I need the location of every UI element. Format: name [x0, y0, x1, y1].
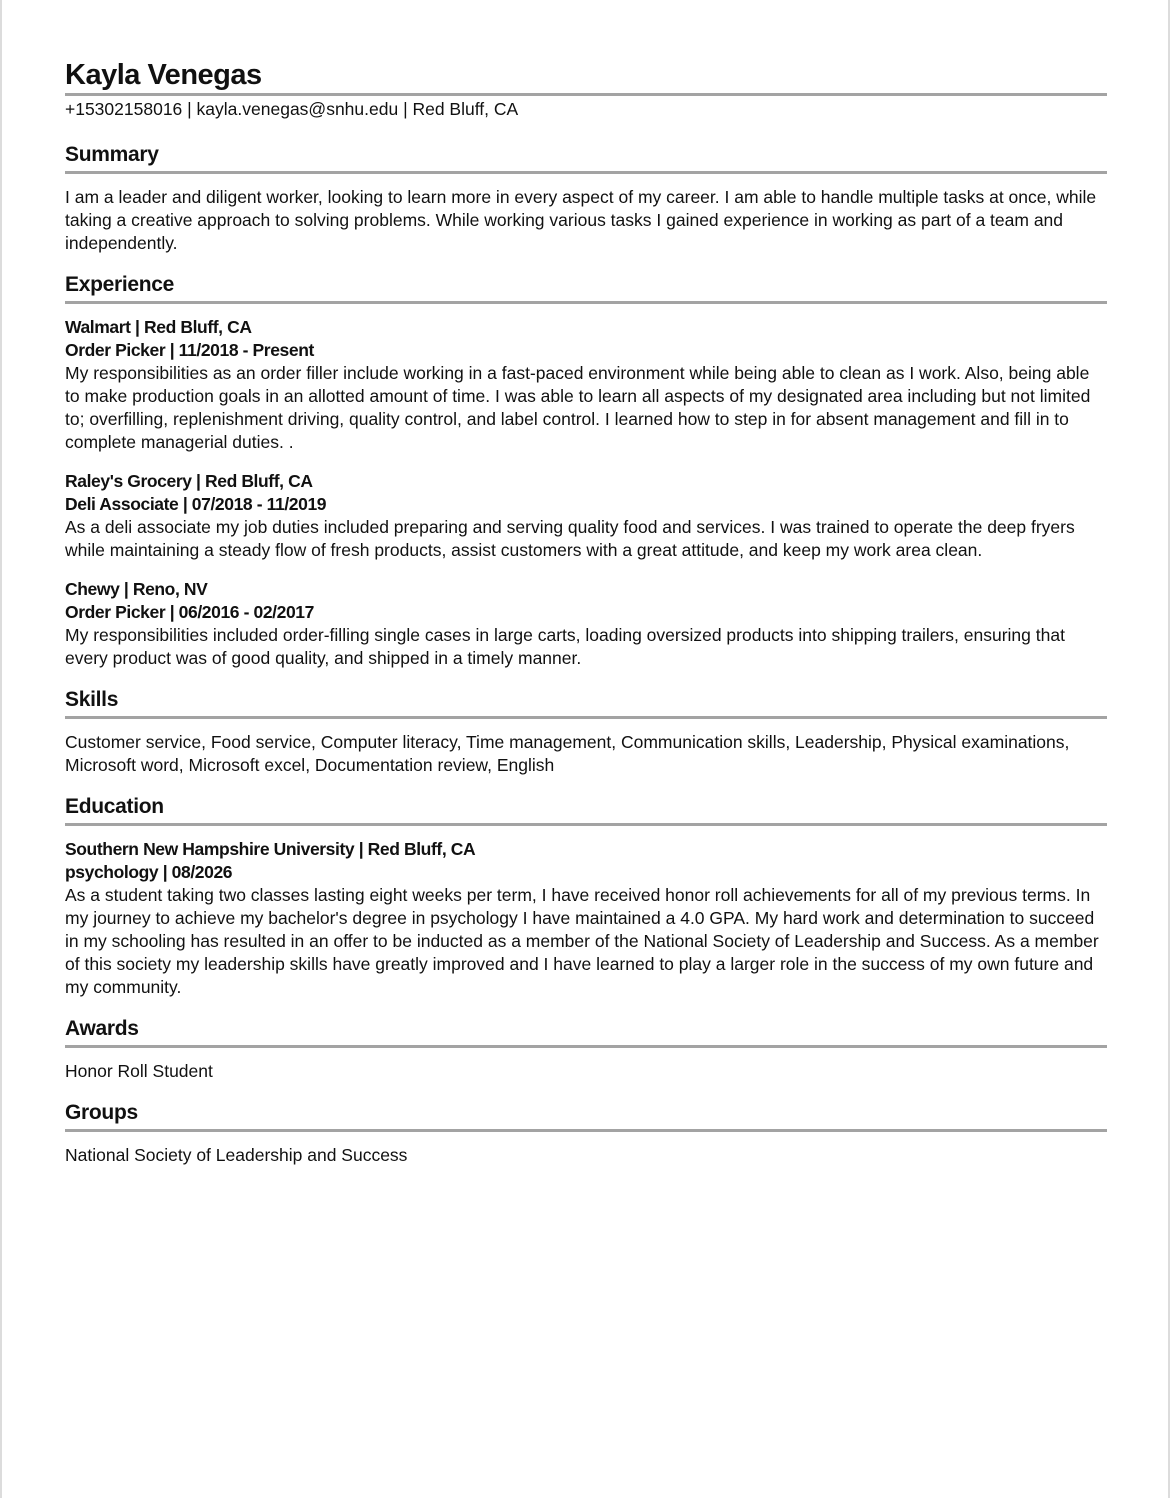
groups-section [65, 1132, 1107, 1167]
awards-heading: Awards [65, 1017, 139, 1040]
school-line: Southern New Hampshire University | Red Bluff, CA [65, 839, 476, 859]
awards-section [65, 1048, 1107, 1083]
experience-section [65, 304, 1107, 670]
job-description: My responsibilities as an order filler include working in a fast-paced environment while being able to clean as I work. Also, being able to make production goals in an allotted amount of time. I was able to learn all aspects of my designated area including but not limited to; overfilling, replenishment driving, quality control, and label control. I learned how to step in for absent management and fill in to complete managerial duties. . [65, 363, 1091, 452]
resume-document [65, 58, 1107, 1167]
employer-line: Raley's Grocery | Red Bluff, CA [65, 471, 313, 491]
degree-line: psychology | 08/2026 [65, 862, 233, 882]
header-divider [65, 93, 1107, 96]
experience-entry-raleys [65, 470, 1107, 562]
candidate-name: Kayla Venegas [65, 59, 262, 91]
skills-text: Customer service, Food service, Computer literacy, Time management, Communication skills, Leadership, Physical examinations, Microsoft word, Microsoft excel, Documentation review, English [65, 732, 1070, 775]
job-description: My responsibilities included order-filling single cases in large carts, loading oversized products into shipping trailers, ensuring that every product was of good quality, and shipped in a timely manner. [65, 625, 1065, 668]
summary-text: I am a leader and diligent worker, looking to learn more in every aspect of my career. I am able to handle multiple tasks at once, while taking a creative approach to solving problems. While working various tasks I gained experience in working as part of a team and independently. [65, 187, 1097, 253]
experience-entry-chewy [65, 578, 1107, 670]
job-description: As a deli associate my job duties included preparing and serving quality food and services. I was trained to operate the deep fryers while maintaining a steady flow of fresh products, assist customers with a great attitude, and keep my work area clean. [65, 517, 1075, 560]
skills-section [65, 719, 1107, 777]
role-line: Order Picker | 11/2018 - Present [65, 340, 314, 360]
employer-line: Chewy | Reno, NV [65, 579, 208, 599]
employer-line: Walmart | Red Bluff, CA [65, 317, 252, 337]
page-edge-left [0, 0, 2, 1498]
groups-text: National Society of Leadership and Success [65, 1145, 408, 1165]
experience-entry-walmart [65, 316, 1107, 454]
experience-heading: Experience [65, 273, 175, 296]
groups-heading: Groups [65, 1101, 138, 1124]
summary-section [65, 174, 1107, 255]
summary-heading: Summary [65, 143, 159, 166]
education-heading: Education [65, 795, 164, 818]
awards-text: Honor Roll Student [65, 1061, 213, 1081]
role-line: Deli Associate | 07/2018 - 11/2019 [65, 494, 327, 514]
contact-line: +15302158016 | kayla.venegas@snhu.edu | Red Bluff, CA [65, 99, 519, 119]
role-line: Order Picker | 06/2016 - 02/2017 [65, 602, 314, 622]
education-section [65, 826, 1107, 999]
skills-heading: Skills [65, 688, 119, 711]
education-entry [65, 838, 1107, 999]
education-description: As a student taking two classes lasting eight weeks per term, I have received honor roll achievements for all of my previous terms. In my journey to achieve my bachelor's degree in psychology I have maintained a 4.0 GPA. My hard work and determination to succeed in my schooling has resulted in an offer to be inducted as a member of the National Society of Leadership and Success. As a member of this society my leadership skills have greatly improved and I have learned to play a larger role in the success of my own future and my community. [65, 885, 1099, 997]
